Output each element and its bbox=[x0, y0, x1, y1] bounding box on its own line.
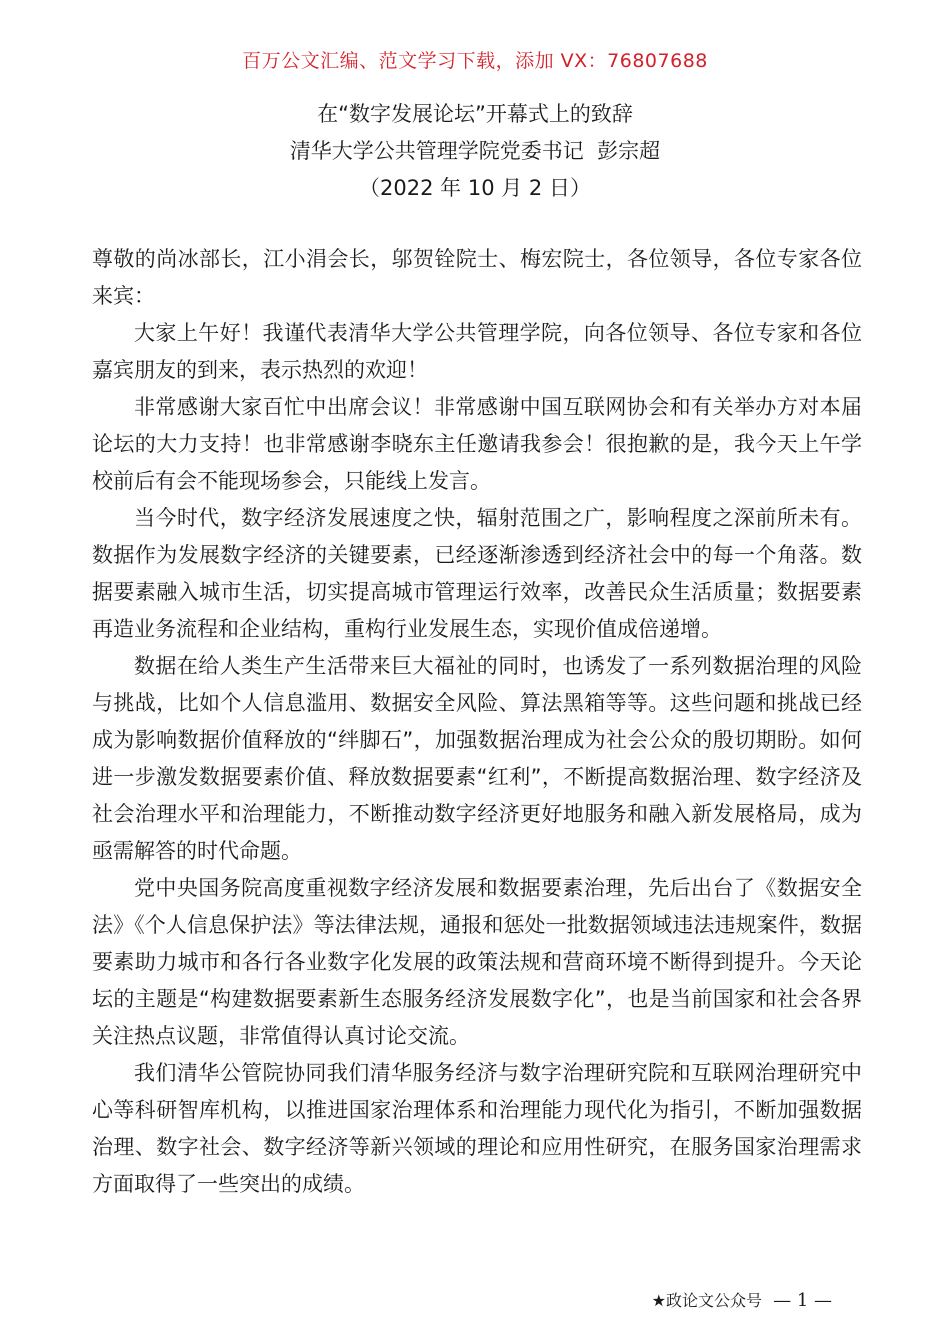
paragraph-3: 当今时代，数字经济发展速度之快，辐射范围之广，影响程度之深前所未有。数据作为发展数字经济的关键要素，已经逐渐渗透到经济社会中的每一个角落。数据要素融入城市生活，切实提高城市管理运行效率，改善民众生活质量；数据要素再造业务流程和企业结构，重构行业发展生态，实现价值成倍递增。 bbox=[92, 506, 862, 641]
page-number: — 1 — bbox=[773, 1290, 832, 1311]
paragraph-5: 党中央国务院高度重视数字经济发展和数据要素治理，先后出台了《数据安全法》《个人信息保护法》等法律法规，通报和惩处一批数据领域违法违规案件，数据要素助力城市和各行各业数字化发展的政策法规和营商环境不断得到提升。今天论坛的主题是“构建数据要素新生态服务经济发展数字化”，也是当前国家和社会各界关注热点议题，非常值得认真讨论交流。 bbox=[92, 876, 862, 1048]
paragraph-2: 非常感谢大家百忙中出席会议！非常感谢中国互联网协会和有关举办方对本届论坛的大力支持！也非常感谢李晓东主任邀请我参会！很抱歉的是，我今天上午学校前后有会不能现场参会，只能线上发言。 bbox=[92, 395, 862, 493]
paragraph-6: 我们清华公管院协同我们清华服务经济与数字治理研究院和互联网治理研究中心等科研智库机构，以推进国家治理体系和治理能力现代化为指引，不断加强数据治理、数字社会、数字经济等新兴领域的理论和应用性研究，在服务国家治理需求方面取得了一些突出的成绩。 bbox=[92, 1061, 862, 1196]
speech-body bbox=[92, 241, 862, 1203]
salutation: 尊敬的尚冰部长，江小涓会长，邬贺铨院士、梅宏院士，各位领导，各位专家各位来宾： bbox=[92, 247, 862, 308]
page-footer bbox=[652, 1288, 832, 1311]
paragraph-1: 大家上午好！我谨代表清华大学公共管理学院，向各位领导、各位专家和各位嘉宾朋友的到来，表示热烈的欢迎！ bbox=[92, 321, 862, 382]
speaker-line: 清华大学公共管理学院党委书记 彭宗超 bbox=[289, 139, 661, 163]
header-banner: 百万公文汇编、范文学习下载，添加 VX：76807688 bbox=[242, 50, 708, 72]
speech-title-block bbox=[0, 96, 950, 207]
paragraph-4: 数据在给人类生产生活带来巨大福祉的同时，也诱发了一系列数据治理的风险与挑战，比如个人信息滥用、数据安全风险、算法黑箱等等。这些问题和挑战已经成为影响数据价值释放的“绊脚石”，加强数据治理成为社会公众的殷切期盼。如何进一步激发数据要素价值、释放数据要素“红利”，不断提高数据治理、数字经济及社会治理水平和治理能力，不断推动数字经济更好地服务和融入新发展格局，成为亟需解答的时代命题。 bbox=[92, 654, 862, 863]
footer-label: ★政论文公众号 bbox=[651, 1291, 762, 1310]
speech-date: （2022 年 10 月 2 日） bbox=[359, 176, 591, 200]
speech-title: 在“数字发展论坛”开幕式上的致辞 bbox=[317, 102, 633, 126]
